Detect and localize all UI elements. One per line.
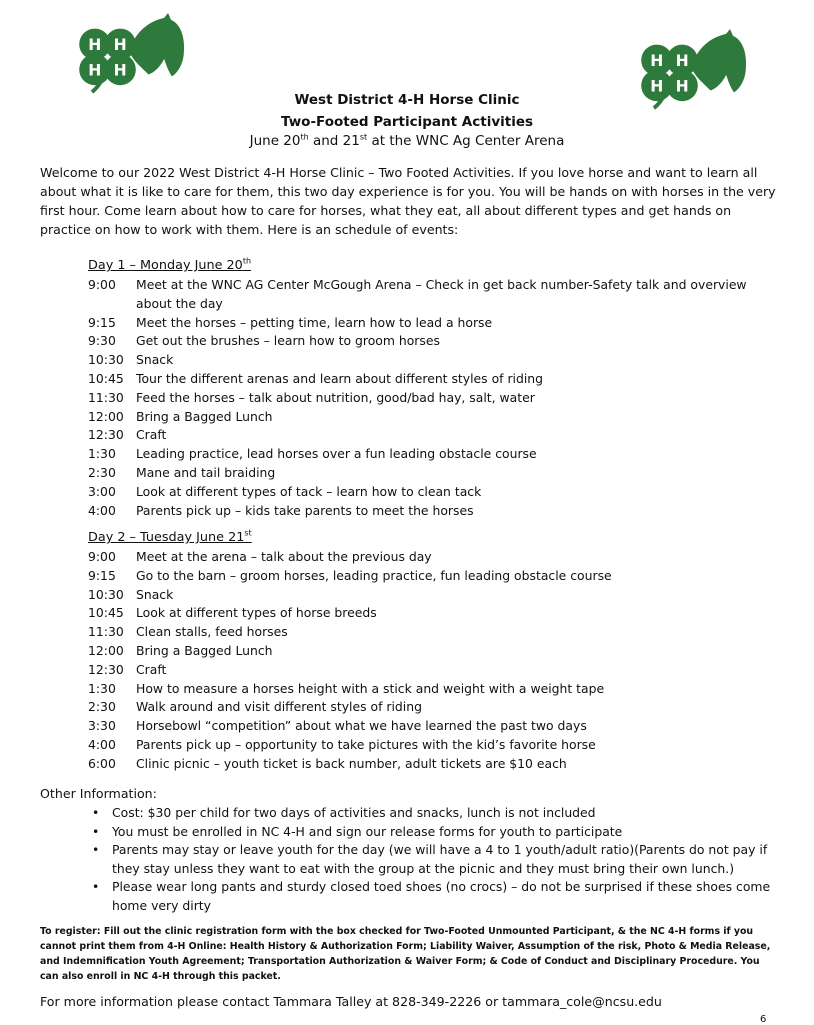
schedule-activity: Walk around and visit different styles of riding xyxy=(136,699,422,715)
schedule-row xyxy=(88,717,778,736)
schedule-row xyxy=(88,567,778,586)
schedule-activity: Meet at the WNC AG Center McGough Arena – Check in get back number-Safety talk and overview about the day xyxy=(136,277,747,311)
schedule-time: 1:30 xyxy=(88,446,116,462)
schedule-row xyxy=(88,755,778,774)
schedule-activity: Craft xyxy=(136,427,167,443)
registration-note: To register: Fill out the clinic registration form with the box checked for Two-Footed Unmounted Participant, & the NC 4-H forms if you cannot print them from 4-H Online: Health History & Authorization Form; Liability Waiver, Assumption of the risk, Photo & Media Release, and Indemnification Youth Agreement; Transportation Authorization & Waiver Form; & Code of Conduct and Disciplinary Procedure. You can also enroll in NC 4-H through this packet. xyxy=(40,926,771,982)
schedule-row xyxy=(88,314,778,333)
day2-heading: Day 2 – Tuesday June 21st xyxy=(88,528,252,545)
schedule-activity: Go to the barn – groom horses, leading practice, fun leading obstacle course xyxy=(136,567,612,583)
schedule-row xyxy=(88,548,778,567)
schedule-activity: Snack xyxy=(136,352,174,368)
schedule-activity: Clean stalls, feed horses xyxy=(136,624,288,640)
schedule-time: 12:30 xyxy=(88,661,124,677)
schedule-row xyxy=(88,680,778,699)
schedule-activity: Look at different types of horse breeds xyxy=(136,605,377,621)
schedule-activity: Mane and tail braiding xyxy=(136,464,276,480)
schedule-activity: Feed the horses – talk about nutrition, good/bad hay, salt, water xyxy=(136,389,535,405)
schedule-time: 10:45 xyxy=(88,605,124,621)
svg-text:H: H xyxy=(113,61,127,80)
schedule-row xyxy=(88,332,778,351)
schedule-time: 9:15 xyxy=(88,314,116,330)
schedule-time: 4:00 xyxy=(88,502,116,518)
svg-text:H: H xyxy=(675,52,689,71)
schedule-activity: Craft xyxy=(136,661,167,677)
schedule-time: 10:30 xyxy=(88,352,124,368)
schedule-time: 1:30 xyxy=(88,680,116,696)
page-number: 6 xyxy=(760,1014,767,1025)
schedule-time: 9:15 xyxy=(88,567,116,583)
schedule-time: 9:00 xyxy=(88,549,116,564)
schedule-row xyxy=(88,623,778,642)
svg-text:H: H xyxy=(88,61,102,80)
schedule-row xyxy=(88,389,778,408)
schedule-activity: Tour the different arenas and learn about different styles of riding xyxy=(136,370,544,386)
schedule-time: 12:00 xyxy=(88,408,124,424)
schedule-row xyxy=(88,464,778,483)
schedule-activity: Leading practice, lead horses over a fun leading obstacle course xyxy=(136,446,537,462)
schedule-row xyxy=(88,604,778,623)
contact-info: For more information please contact Tammara Talley at 828-349-2226 or tammara_cole@ncsu.edu xyxy=(40,994,662,1009)
schedule-time: 9:00 xyxy=(88,277,116,292)
schedule-time: 11:30 xyxy=(88,624,124,640)
schedule-row xyxy=(88,408,778,427)
list-item: • Parents may stay or leave youth for the day (we will have a 4 to 1 youth/adult ratio)(Parents do not pay if they stay unless they want to eat with the group at the picnic and they must bring their own lunch.) xyxy=(92,841,782,878)
svg-text:H: H xyxy=(113,36,127,55)
schedule-time: 4:00 xyxy=(88,736,116,752)
schedule-activity: Look at different types of tack – learn how to clean tack xyxy=(136,483,482,499)
schedule-activity: Meet at the arena – talk about the previous day xyxy=(136,549,432,564)
schedule-activity: Clinic picnic – youth ticket is back number, adult tickets are $10 each xyxy=(136,755,567,771)
list-item: • Cost: $30 per child for two days of activities and snacks, lunch is not included xyxy=(92,804,782,823)
schedule-activity: How to measure a horses height with a stick and weight with a weight tape xyxy=(136,680,605,696)
schedule-time: 12:00 xyxy=(88,642,124,658)
schedule-row xyxy=(88,351,778,370)
svg-text:H: H xyxy=(88,36,102,55)
schedule-time: 6:00 xyxy=(88,755,116,771)
clover-horse-logo-icon xyxy=(70,12,188,94)
schedule-activity: Horsebowl “competition” about what we have learned the past two days xyxy=(136,718,587,734)
schedule-row xyxy=(88,698,778,717)
schedule-activity: Get out the brushes – learn how to groom horses xyxy=(136,333,440,349)
page-title: West District 4-H Horse Clinic xyxy=(294,92,520,108)
schedule-activity: Snack xyxy=(136,586,174,602)
schedule-activity: Meet the horses – petting time, learn how to lead a horse xyxy=(136,314,493,330)
schedule-row xyxy=(88,370,778,389)
schedule-row xyxy=(88,483,778,502)
schedule-row xyxy=(88,445,778,464)
schedule-activity: Parents pick up – kids take parents to meet the horses xyxy=(136,502,474,518)
schedule-row xyxy=(88,661,778,680)
schedule-time: 9:30 xyxy=(88,333,116,349)
schedule-time: 3:30 xyxy=(88,718,116,734)
schedule-time: 10:30 xyxy=(88,586,124,602)
list-item: • Please wear long pants and sturdy closed toed shoes (no crocs) – do not be surprised if these shoes come home very dirty xyxy=(92,878,782,915)
intro-paragraph: Welcome to our 2022 West District 4-H Horse Clinic – Two Footed Activities. If you love horse and want to learn all about what it is like to care for them, this two day experience is for you. You will be hands on with horses in the very first hour. Come learn about how to care for horses, what they eat, all about different types and get hands on practice on how to work with them. Here is an schedule of events: xyxy=(40,165,776,237)
schedule-row xyxy=(88,642,778,661)
schedule-row xyxy=(88,586,778,605)
schedule-time: 3:00 xyxy=(88,483,116,499)
day1-schedule xyxy=(88,276,778,520)
schedule-time: 2:30 xyxy=(88,464,116,480)
svg-text:H: H xyxy=(675,77,689,96)
event-date-location: June 20th and 21st at the WNC Ag Center Arena xyxy=(249,132,565,149)
svg-text:H: H xyxy=(650,77,664,96)
schedule-time: 11:30 xyxy=(88,389,124,405)
schedule-row xyxy=(88,426,778,445)
schedule-row xyxy=(88,736,778,755)
other-info-list xyxy=(92,804,782,915)
schedule-time: 12:30 xyxy=(88,427,124,443)
schedule-row xyxy=(88,502,778,521)
schedule-time: 10:45 xyxy=(88,370,124,386)
day2-schedule xyxy=(88,548,778,774)
page-subtitle: Two-Footed Participant Activities xyxy=(280,114,534,130)
schedule-activity: Bring a Bagged Lunch xyxy=(136,408,273,424)
schedule-time: 2:30 xyxy=(88,699,116,715)
list-item: • You must be enrolled in NC 4-H and sign our release forms for youth to participate xyxy=(92,823,782,842)
schedule-activity: Parents pick up – opportunity to take pictures with the kid’s favorite horse xyxy=(136,736,596,752)
other-info-label: Other Information: xyxy=(40,786,157,801)
day1-heading: Day 1 – Monday June 20th xyxy=(88,256,252,273)
schedule-row xyxy=(88,276,778,314)
svg-text:H: H xyxy=(650,52,664,71)
schedule-activity: Bring a Bagged Lunch xyxy=(136,642,273,658)
